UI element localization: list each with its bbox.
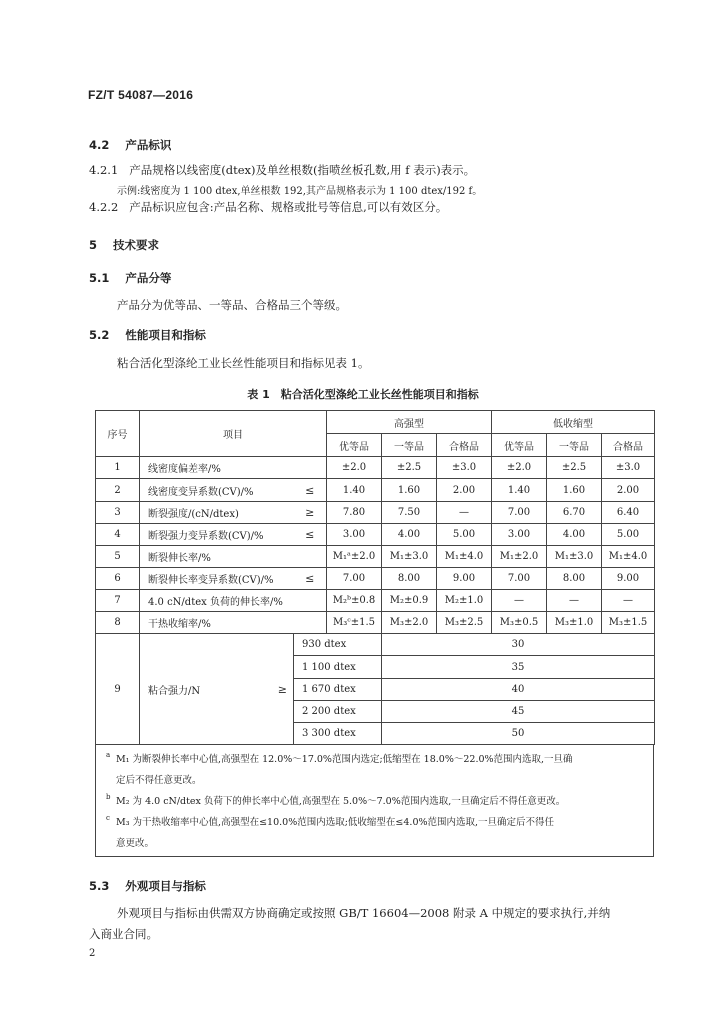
section-title: 产品标识 [125, 138, 172, 152]
section-heading-5-3 [89, 878, 206, 894]
section-heading-5-1 [89, 270, 171, 286]
cell-value: 3.00 [327, 523, 382, 545]
cell-value: 45 [382, 700, 655, 722]
section-number: 5.2 [89, 328, 110, 342]
cell-value: 6.70 [547, 501, 602, 523]
note-line: M₁ 为断裂伸长率中心值,高强型在 12.0%～17.0%范围内选定;低缩型在 18.0%～22.0%范围内选取,一旦确 [116, 754, 573, 765]
header-grade: 合格品 [602, 434, 655, 457]
row-number: 9 [96, 634, 140, 745]
header-grade: 合格品 [437, 434, 492, 457]
row-number: 4 [96, 523, 140, 545]
row-item: 干热收缩率/% [140, 612, 327, 634]
table-row [96, 567, 655, 589]
cell-value: 9.00 [437, 567, 492, 589]
header-group-high: 高强型 [327, 411, 492, 434]
le-symbol: ≤ [305, 527, 315, 541]
page-number: 2 [89, 948, 96, 959]
cell-value: — [602, 590, 655, 612]
row-number: 1 [96, 457, 140, 479]
section-number: 5 [89, 238, 98, 252]
table-row [96, 523, 655, 545]
cell-value: ±2.0 [327, 457, 382, 479]
cell-value: M₂ᵇ±0.8 [327, 590, 382, 612]
cell-value: 1.60 [547, 479, 602, 501]
section-title: 外观项目与指标 [125, 879, 206, 893]
section-number: 5.1 [89, 271, 110, 285]
row-number: 2 [96, 479, 140, 501]
section-number: 4.2 [89, 138, 110, 152]
table-row [96, 479, 655, 501]
cell-value: M₁±4.0 [602, 545, 655, 567]
cell-value: 50 [382, 722, 655, 744]
paragraph-5-3-line2: 入商业合同。 [89, 927, 158, 941]
row-symbol [294, 567, 327, 589]
cell-value: ±2.5 [382, 457, 437, 479]
cell-value: 7.00 [492, 501, 547, 523]
section-title: 产品分等 [125, 271, 172, 285]
cell-value: 35 [382, 656, 655, 678]
header-grade: 一等品 [382, 434, 437, 457]
table-header-row [96, 411, 655, 434]
cell-value: 4.00 [547, 523, 602, 545]
cell-value: 5.00 [437, 523, 492, 545]
cell-value: ±3.0 [602, 457, 655, 479]
cell-value: 1.60 [382, 479, 437, 501]
table-notes [95, 745, 654, 857]
row-item: 4.0 cN/dtex 负荷的伸长率/% [140, 590, 327, 612]
le-symbol: ≤ [305, 483, 315, 497]
row-number: 7 [96, 590, 140, 612]
le-symbol: ≤ [305, 572, 315, 586]
clause-text: 产品规格以线密度(dtex)及单丝根数(指喷丝板孔数,用 f 表示)表示。 [129, 163, 476, 177]
spec-table [95, 410, 655, 745]
row-symbol [232, 634, 294, 745]
note-line: M₂ 为 4.0 cN/dtex 负荷下的伸长率中心值,高强型在 5.0%～7.0%范围内选取,一旦确定后不得任意更改。 [116, 796, 566, 807]
section-title: 技术要求 [113, 238, 160, 252]
note-line: 定后不得任意更改。 [116, 775, 202, 786]
cell-value: 2.00 [602, 479, 655, 501]
cell-value: M₃±2.0 [382, 612, 437, 634]
cell-value: M₂±1.0 [437, 590, 492, 612]
spec-cell: 1 100 dtex [294, 656, 382, 678]
table-row [96, 501, 655, 523]
cell-value: — [437, 501, 492, 523]
row-item: 线密度偏差率/% [140, 457, 327, 479]
header-group-low: 低收缩型 [492, 411, 655, 434]
row-item: 断裂伸长率/% [140, 545, 327, 567]
header-grade: 一等品 [547, 434, 602, 457]
section-number: 5.3 [89, 879, 110, 893]
clause-number: 4.2.2 [89, 200, 119, 214]
section-heading-5 [89, 237, 159, 253]
row-item: 断裂伸长率变异系数(CV)/% [140, 567, 294, 589]
note-line: 意更改。 [116, 838, 155, 849]
row-item: 断裂强度/(cN/dtex) [140, 501, 294, 523]
cell-value: 30 [382, 634, 655, 656]
row-symbol [294, 501, 327, 523]
row-number: 6 [96, 567, 140, 589]
cell-value: ±2.5 [547, 457, 602, 479]
cell-value: M₁±3.0 [382, 545, 437, 567]
cell-value: M₃±0.5 [492, 612, 547, 634]
cell-value: 8.00 [382, 567, 437, 589]
clause-number: 4.2.1 [89, 163, 119, 177]
spec-cell: 930 dtex [294, 634, 382, 656]
header-grade: 优等品 [327, 434, 382, 457]
cell-value: 7.00 [327, 567, 382, 589]
paragraph-5-1: 产品分为优等品、一等品、合格品三个等级。 [117, 298, 347, 312]
spec-cell: 3 300 dtex [294, 722, 382, 744]
cell-value: M₃±2.5 [437, 612, 492, 634]
ge-symbol: ≥ [277, 682, 287, 696]
note-b [106, 791, 646, 812]
cell-value: M₁±2.0 [492, 545, 547, 567]
table-row [96, 612, 655, 634]
table-row [96, 634, 655, 656]
paragraph-5-3-line1: 外观项目与指标由供需双方协商确定或按照 GB/T 16604—2008 附录 A 中规定的要求执行,并纳 [117, 906, 611, 920]
section-heading-5-2 [89, 327, 206, 343]
clause-4-2-2 [89, 199, 447, 215]
cell-value: — [492, 590, 547, 612]
table-row [96, 545, 655, 567]
row-number: 8 [96, 612, 140, 634]
table-row [96, 590, 655, 612]
clause-4-2-1 [89, 162, 475, 178]
cell-value: 7.00 [492, 567, 547, 589]
ge-symbol: ≥ [305, 505, 315, 519]
row-number: 3 [96, 501, 140, 523]
spec-cell: 1 670 dtex [294, 678, 382, 700]
note-mark: a [106, 751, 111, 759]
example-text: 示例:线密度为 1 100 dtex,单丝根数 192,其产品规格表示为 1 100 dtex/192 f。 [117, 186, 483, 197]
cell-value: 8.00 [547, 567, 602, 589]
row-number: 5 [96, 545, 140, 567]
cell-value: 9.00 [602, 567, 655, 589]
cell-value: 7.80 [327, 501, 382, 523]
row-symbol [294, 523, 327, 545]
cell-value: — [547, 590, 602, 612]
header-grade: 优等品 [492, 434, 547, 457]
section-title: 性能项目和指标 [125, 328, 206, 342]
note-mark: c [106, 814, 110, 822]
cell-value: 1.40 [492, 479, 547, 501]
cell-value: M₁±3.0 [547, 545, 602, 567]
cell-value: M₃ᶜ±1.5 [327, 612, 382, 634]
header-item: 项目 [140, 411, 327, 457]
table-caption: 表 1 粘合活化型涤纶工业长丝性能项目和指标 [247, 388, 479, 401]
cell-value: 2.00 [437, 479, 492, 501]
clause-text: 产品标识应包含:产品名称、规格或批号等信息,可以有效区分。 [129, 200, 448, 214]
cell-value: 4.00 [382, 523, 437, 545]
cell-value: M₃±1.0 [547, 612, 602, 634]
cell-value: ±2.0 [492, 457, 547, 479]
note-mark: b [106, 793, 111, 801]
row-item: 线密度变异系数(CV)/% [140, 479, 294, 501]
paragraph-5-2: 粘合活化型涤纶工业长丝性能项目和指标见表 1。 [117, 356, 370, 370]
row-item: 断裂强力变异系数(CV)/% [140, 523, 294, 545]
cell-value: 1.40 [327, 479, 382, 501]
cell-value: M₁ᵃ±2.0 [327, 545, 382, 567]
cell-value: 40 [382, 678, 655, 700]
cell-value: 7.50 [382, 501, 437, 523]
table-row [96, 457, 655, 479]
cell-value: M₂±0.9 [382, 590, 437, 612]
cell-value: 3.00 [492, 523, 547, 545]
section-heading-4-2 [89, 137, 171, 153]
cell-value: 5.00 [602, 523, 655, 545]
note-line: M₃ 为干热收缩率中心值,高强型在≤10.0%范围内选取;低收缩型在≤4.0%范围内选取,一旦确定后不得任 [116, 817, 555, 828]
note-c [106, 812, 646, 854]
note-a [106, 749, 646, 791]
header-seq: 序号 [96, 411, 140, 457]
spec-cell: 2 200 dtex [294, 700, 382, 722]
standard-number: FZ/T 54087—2016 [88, 88, 194, 102]
cell-value: ±3.0 [437, 457, 492, 479]
row-item: 粘合强力/N [140, 634, 232, 745]
cell-value: 6.40 [602, 501, 655, 523]
row-symbol [294, 479, 327, 501]
cell-value: M₃±1.5 [602, 612, 655, 634]
cell-value: M₁±4.0 [437, 545, 492, 567]
